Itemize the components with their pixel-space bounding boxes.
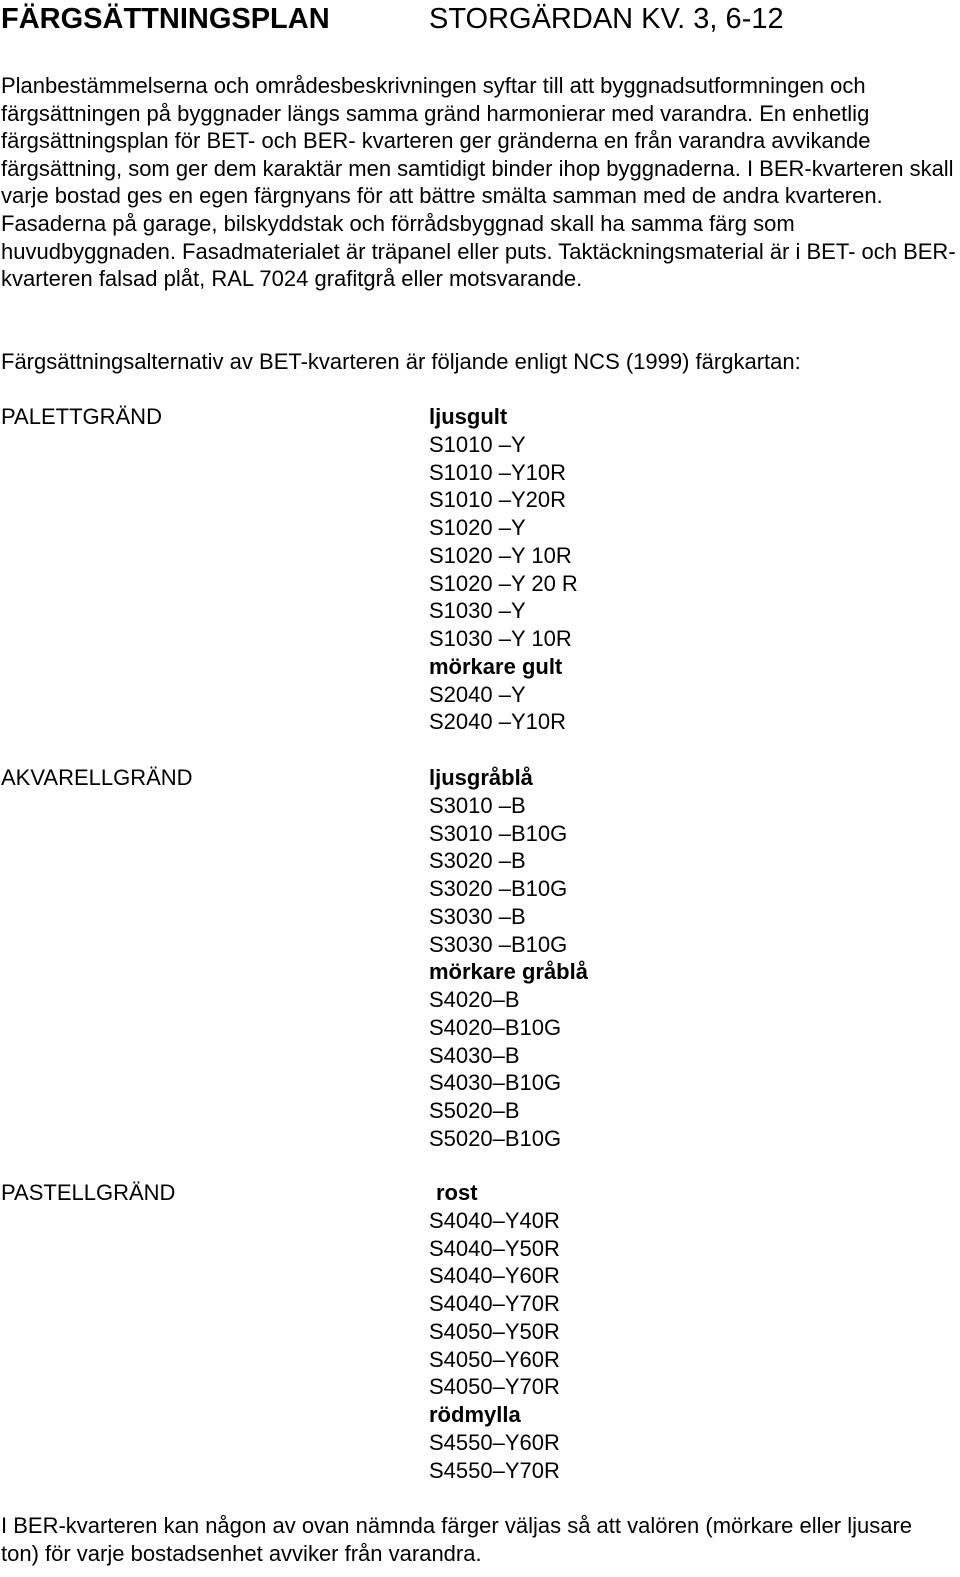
ncs-color-code: S5020–B <box>429 1098 520 1123</box>
color-group-heading: ljusgråblå <box>429 765 533 790</box>
ncs-color-code: S4040–Y50R <box>429 1235 560 1261</box>
ncs-color-code: S3010 –B <box>429 792 526 818</box>
ncs-color-code: S2040 –Y10R <box>429 709 566 735</box>
ncs-color-code: S3030 –B <box>429 903 526 929</box>
ncs-color-code: S2040 –Y <box>429 681 526 707</box>
ncs-color-code: S1010 –Y <box>429 431 526 457</box>
ncs-color-code: S4040–Y40R <box>429 1207 560 1233</box>
footer-paragraph <box>1 1512 956 1567</box>
ncs-color-code: S4030–B10G <box>429 1070 562 1096</box>
intro-text: Planbestämmelserna och områdesbeskrivningen syftar till att byggnadsutformningen och färgsättningen på byggnader längs samma gränd harmonierar med varandra. En enhetlig färgsättningsplan för BET- och BER- kvarteren ger gränderna en från varandra avvikande färgsättning, som ger dem karaktär men samtidigt binder ihop byggnaderna. I BER-kvarteren skall varje bostad ges en egen färgnyans för att bättre smälta samman med de andra kvarteren. Fasaderna på garage, bilskyddstak och förrådsbyggnad skall ha samma färg som huvudbyggnaden. Fasadmaterialet är träpanel eller puts. Taktäckningsmaterial är i BET- och BER-kvarteren falsad plåt, RAL 7024 grafitgrå eller motsvarande. <box>1 73 956 292</box>
page-location: STORGÄRDAN KV. 3, 6-12 <box>429 3 784 35</box>
ncs-color-code: S3020 –B10G <box>429 876 568 901</box>
color-group-heading: mörkare gult <box>429 653 563 679</box>
ncs-color-code: S4020–B10G <box>429 1014 562 1040</box>
ncs-color-code: S1030 –Y 10R <box>429 626 572 651</box>
page-header <box>1 1 956 37</box>
lead-paragraph <box>1 348 956 376</box>
ncs-color-code: S4040–Y70R <box>429 1291 560 1316</box>
color-list-akvarellgrand <box>429 764 588 1153</box>
color-group-heading: rost <box>436 1180 478 1205</box>
section-title-akvarellgrand: AKVARELLGRÄND <box>1 765 193 790</box>
ncs-color-code: S1020 –Y 20 R <box>429 570 578 596</box>
ncs-color-code: S5020–B10G <box>429 1125 562 1151</box>
ncs-color-code: S4040–Y60R <box>429 1263 560 1289</box>
ncs-color-code: S4550–Y70R <box>429 1457 560 1483</box>
ncs-color-code: S4050–Y70R <box>429 1374 560 1400</box>
color-list-pastellgrand <box>429 1179 560 1484</box>
ncs-color-code: S3020 –B <box>429 848 526 874</box>
color-list-palettgrand <box>429 403 578 736</box>
ncs-color-code: S4050–Y60R <box>429 1346 560 1372</box>
color-group-heading: rödmylla <box>429 1402 521 1427</box>
ncs-color-code: S1030 –Y <box>429 598 526 624</box>
page-title: FÄRGSÄTTNINGSPLAN <box>1 3 330 35</box>
ncs-color-code: S4550–Y60R <box>429 1429 560 1455</box>
ncs-color-code: S4020–B <box>429 987 520 1012</box>
ncs-color-code: S4030–B <box>429 1042 520 1068</box>
section-title-pastellgrand: PASTELLGRÄND <box>1 1180 176 1205</box>
intro-paragraph <box>1 72 956 293</box>
section-title-palettgrand: PALETTGRÄND <box>1 404 162 429</box>
ncs-color-code: S3010 –B10G <box>429 820 568 846</box>
ncs-color-code: S1020 –Y 10R <box>429 542 572 568</box>
ncs-color-code: S1010 –Y10R <box>429 459 566 485</box>
ncs-color-code: S1010 –Y20R <box>429 487 566 513</box>
color-group-heading: mörkare gråblå <box>429 959 588 985</box>
ncs-color-code: S4050–Y50R <box>429 1318 560 1344</box>
color-group-heading: ljusgult <box>429 404 508 429</box>
ncs-color-code: S1020 –Y <box>429 515 526 540</box>
lead-text: Färgsättningsalternativ av BET-kvarteren är följande enligt NCS (1999) färgkartan: <box>1 349 801 374</box>
ncs-color-code: S3030 –B10G <box>429 931 568 957</box>
footer-text: I BER-kvarteren kan någon av ovan nämnda färger väljas så att valören (mörkare eller ljusare ton) för varje bostadsenhet avviker från varandra. <box>1 1513 913 1566</box>
